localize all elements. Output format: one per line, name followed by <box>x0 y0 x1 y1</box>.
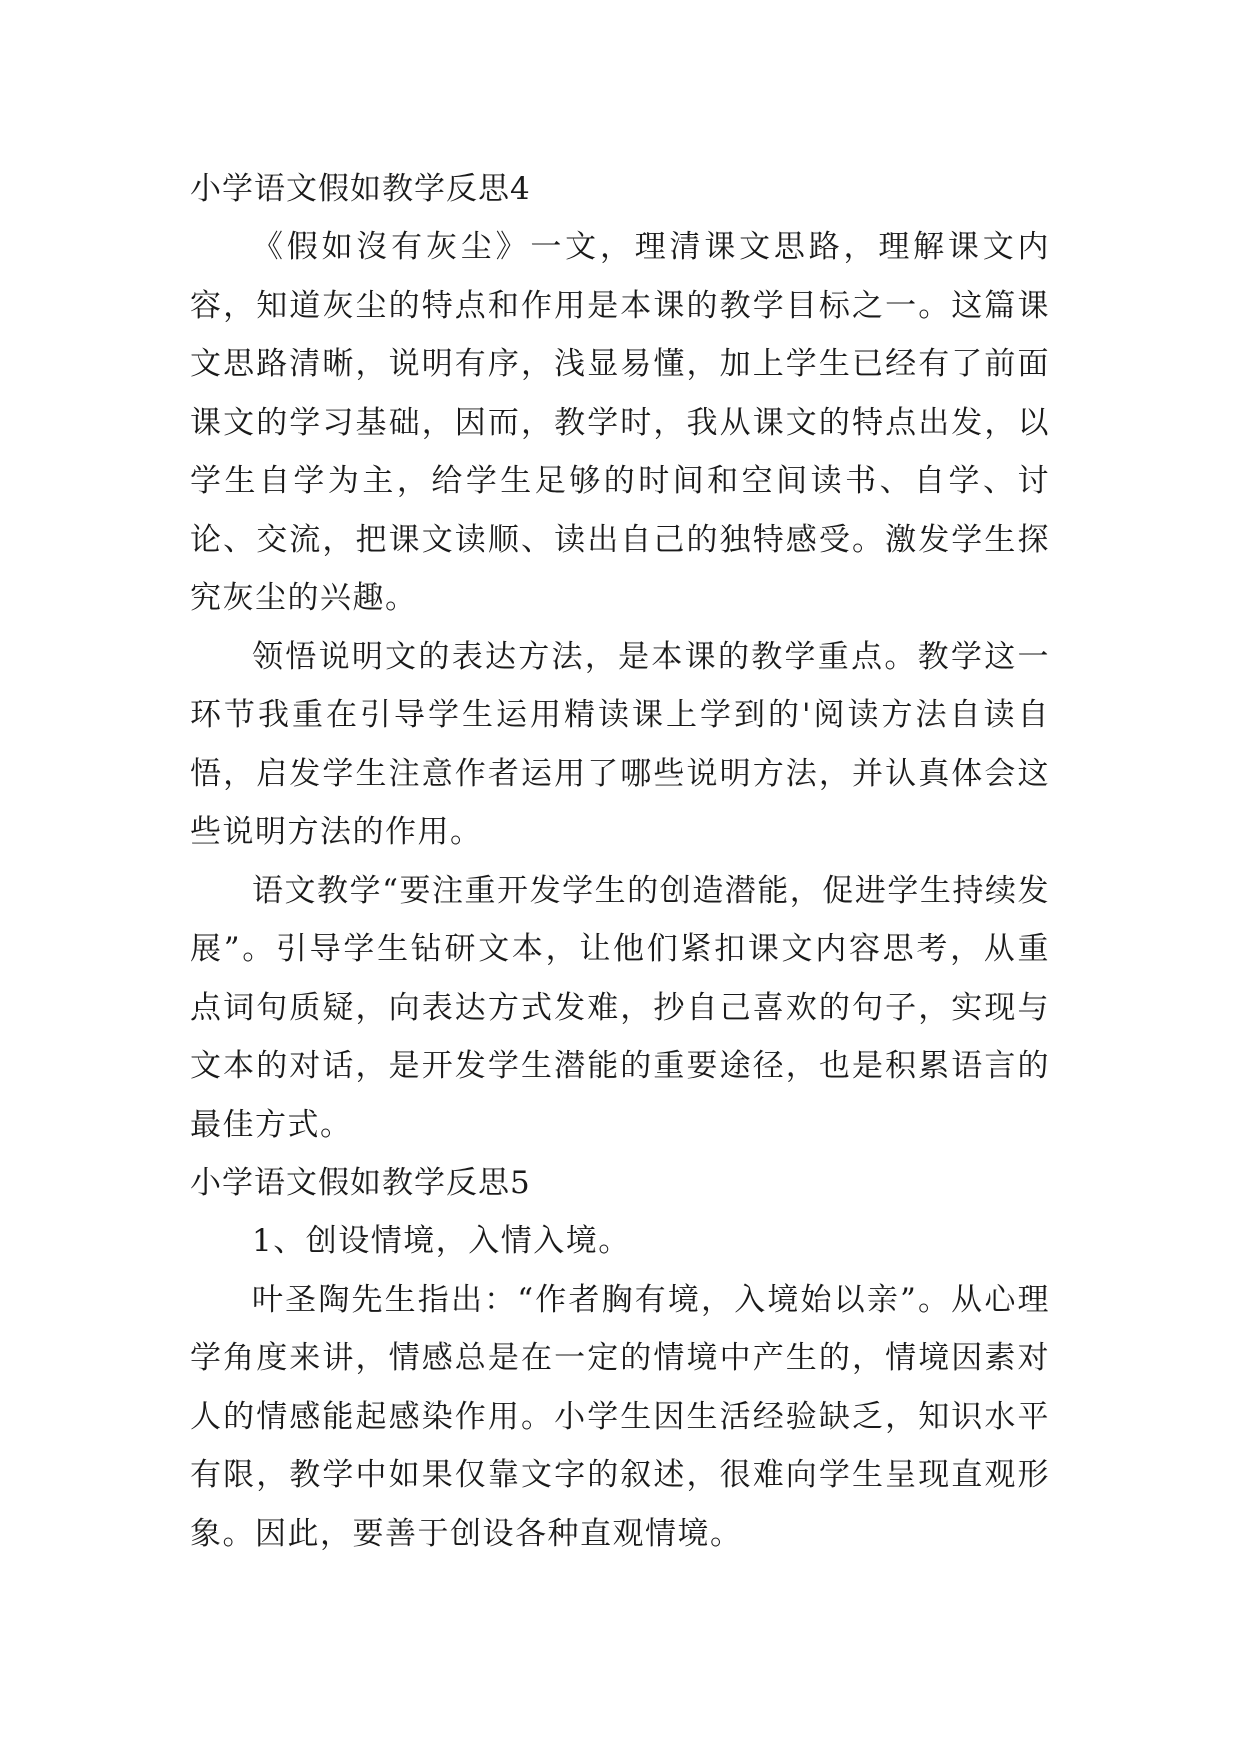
document-page <box>190 160 1050 1563</box>
section-4-paragraph-2: 领悟说明文的表达方法，是本课的教学重点。教学这一环节我重在引导学生运用精读课上学到的'阅读方法自读自悟，启发学生注意作者运用了哪些说明方法，并认真体会这些说明方法的作用。 <box>190 638 1050 850</box>
section-5-paragraph-1: 1、创设情境，入情入境。 <box>252 1223 631 1259</box>
section-5-title: 小学语文假如教学反思5 <box>190 1165 531 1201</box>
section-4-paragraph-3: 语文教学“要注重开发学生的创造潜能，促进学生持续发展”。引导学生钻研文本，让他们紧扣课文内容思考，从重点词句质疑，向表达方式发难，抄自己喜欢的句子，实现与文本的对话，是开发学生潜能的重要途径，也是积累语言的最佳方式。 <box>190 872 1050 1143</box>
section-4-title: 小学语文假如教学反思4 <box>190 171 531 207</box>
section-4-paragraph-1: 《假如沒有灰尘》一文，理清课文思路，理解课文内容，知道灰尘的特点和作用是本课的教学目标之一。这篇课文思路清晰，说明有序，浅显易懂，加上学生已经有了前面课文的学习基础，因而，教学时，我从课文的特点出发，以学生自学为主，给学生足够的时间和空间读书、自学、讨论、交流，把课文读顺、读出自己的独特感受。激发学生探究灰尘的兴趣。 <box>190 229 1050 616</box>
section-5-paragraph-2: 叶圣陶先生指出：“作者胸有境，入境始以亲”。从心理学角度来讲，情感总是在一定的情境中产生的，情境因素对人的情感能起感染作用。小学生因生活经验缺乏，知识水平有限，教学中如果仅靠文字的叙述，很难向学生呈现直观形象。因此，要善于创设各种直观情境。 <box>190 1281 1050 1552</box>
